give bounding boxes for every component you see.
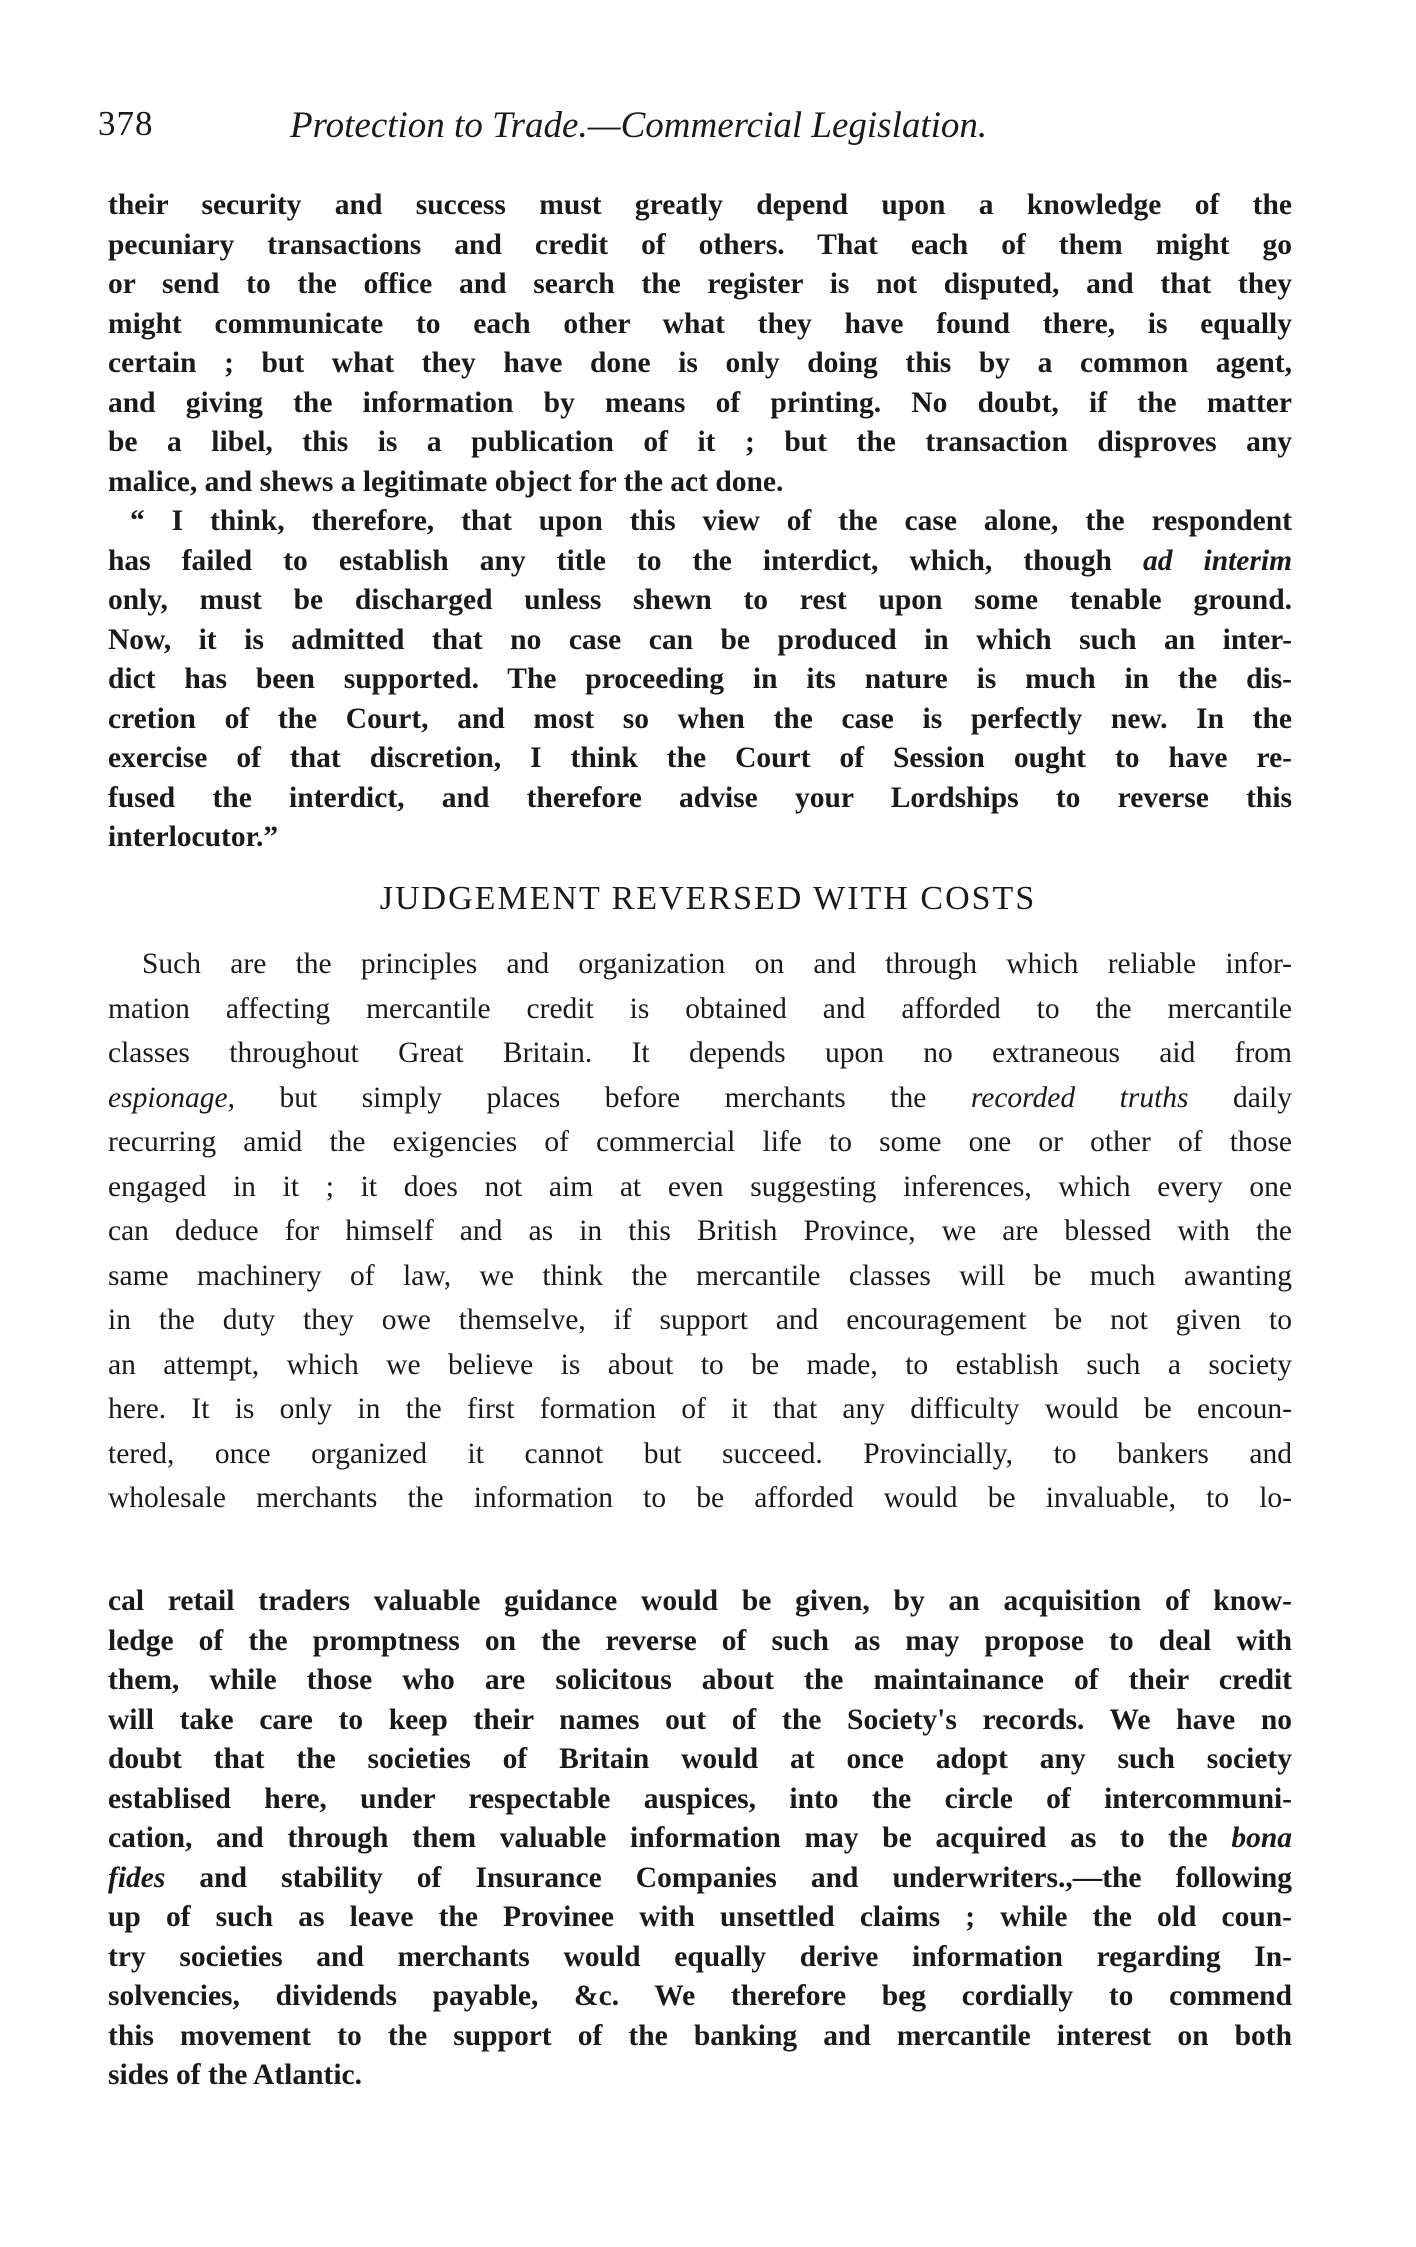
text-line: be a libel, this is a publication of it ; but the transaction disproves any (108, 426, 1292, 458)
text-line: and giving the information by means of printing. No doubt, if the matter (108, 386, 1292, 419)
commentary-continuation (108, 1582, 1292, 2096)
text-line: here. It is only in the first formation of it that any difficulty would be encoun- (108, 1393, 1292, 1425)
text-line: cretion of the Court, and most so when the case is perfectly new. In the (108, 702, 1292, 735)
text-line: espionage, but simply places before merchants the recorded truths daily (108, 1081, 1292, 1114)
quoted-judgment (108, 186, 1292, 858)
text-line: an attempt, which we believe is about to be made, to establish such a society (108, 1348, 1292, 1381)
text-line: fides and stability of Insurance Companies and underwriters.,—the following (108, 1861, 1292, 1894)
text-line: wholesale merchants the information to be afforded would be invaluable, to lo- (108, 1482, 1292, 1514)
italic-phrase: espionage (108, 1081, 228, 1114)
italic-phrase: recorded truths (970, 1081, 1189, 1114)
italic-phrase: fides (108, 1861, 166, 1894)
text-line: exercise of that discretion, I think the Court of Session ought to have re- (108, 742, 1292, 774)
running-head (98, 104, 1298, 154)
commentary-paragraph (108, 942, 1292, 1521)
text-line: their security and success must greatly depend upon a knowledge of the (108, 189, 1292, 221)
text-line: try societies and merchants would equally derive information regarding In- (108, 1940, 1292, 1973)
text-line: certain ; but what they have done is only doing this by a common agent, (108, 347, 1292, 379)
text-line: same machinery of law, we think the mercantile classes will be much awanting (108, 1259, 1292, 1292)
text-line: “ I think, therefore, that upon this view of the case alone, the respondent (130, 505, 1292, 537)
text-line: this movement to the support of the banking and mercantile interest on both (108, 2019, 1292, 2052)
text-line: doubt that the societies of Britain would at once adopt any such society (108, 1743, 1292, 1775)
running-title: Protection to Trade.—Commercial Legislation. (290, 105, 988, 146)
text-line: ledge of the promptness on the reverse of such as may propose to deal with (108, 1624, 1292, 1657)
text-line: up of such as leave the Provinee with unsettled claims ; while the old coun- (108, 1901, 1292, 1933)
text-line: interlocutor.” (108, 821, 279, 853)
text-line: in the duty they owe themselve, if support and encouragement be not given to (108, 1304, 1292, 1336)
text-line: dict has been supported. The proceeding in its nature is much in the dis- (108, 663, 1292, 695)
text-line: them, while those who are solicitous about the maintainance of their credit (108, 1664, 1292, 1696)
text-line: classes throughout Great Britain. It depends upon no extraneous aid from (108, 1037, 1292, 1069)
text-line: or send to the office and search the register is not disputed, and that they (108, 268, 1292, 300)
text-line: Now, it is admitted that no case can be produced in which such an inter- (108, 623, 1292, 656)
text-line: pecuniary transactions and credit of others. That each of them might go (108, 228, 1292, 261)
text-line: Such are the principles and organization on and through which reliable infor- (142, 948, 1292, 980)
text-line: cal retail traders valuable guidance would be given, by an acquisition of know- (108, 1585, 1292, 1617)
text-line: solvencies, dividends payable, &c. We therefore beg cordially to commend (108, 1980, 1292, 2012)
text-line: has failed to establish any title to the interdict, which, though ad interim (108, 544, 1292, 577)
italic-phrase: ad interim (1142, 544, 1292, 577)
text-line: sides of the Atlantic. (108, 2059, 363, 2091)
section-heading: JUDGEMENT REVERSED WITH COSTS (379, 880, 1037, 917)
text-line: engaged in it ; it does not aim at even suggesting inferences, which every one (108, 1170, 1292, 1203)
text-line: establised here, under respectable auspices, into the circle of intercommuni- (108, 1782, 1292, 1815)
text-line: malice, and shews a legitimate object for the act done. (108, 465, 784, 498)
text-line: can deduce for himself and as in this British Province, we are blessed with the (108, 1215, 1292, 1247)
italic-phrase: bona (1231, 1822, 1292, 1854)
text-line: will take care to keep their names out of the Society's records. We have no (108, 1703, 1292, 1736)
page-number: 378 (98, 104, 154, 143)
text-line: fused the interdict, and therefore advise your Lordships to reverse this (108, 781, 1292, 814)
text-line: tered, once organized it cannot but succeed. Provincially, to bankers and (108, 1437, 1292, 1470)
text-line: cation, and through them valuable information may be acquired as to the bona (108, 1822, 1292, 1854)
text-line: only, must be discharged unless shewn to rest upon some tenable ground. (108, 584, 1292, 616)
text-line: might communicate to each other what they have found there, is equally (108, 307, 1292, 340)
text-line: recurring amid the exigencies of commercial life to some one or other of those (108, 1126, 1292, 1158)
text-line: mation affecting mercantile credit is obtained and afforded to the mercantile (108, 992, 1292, 1025)
